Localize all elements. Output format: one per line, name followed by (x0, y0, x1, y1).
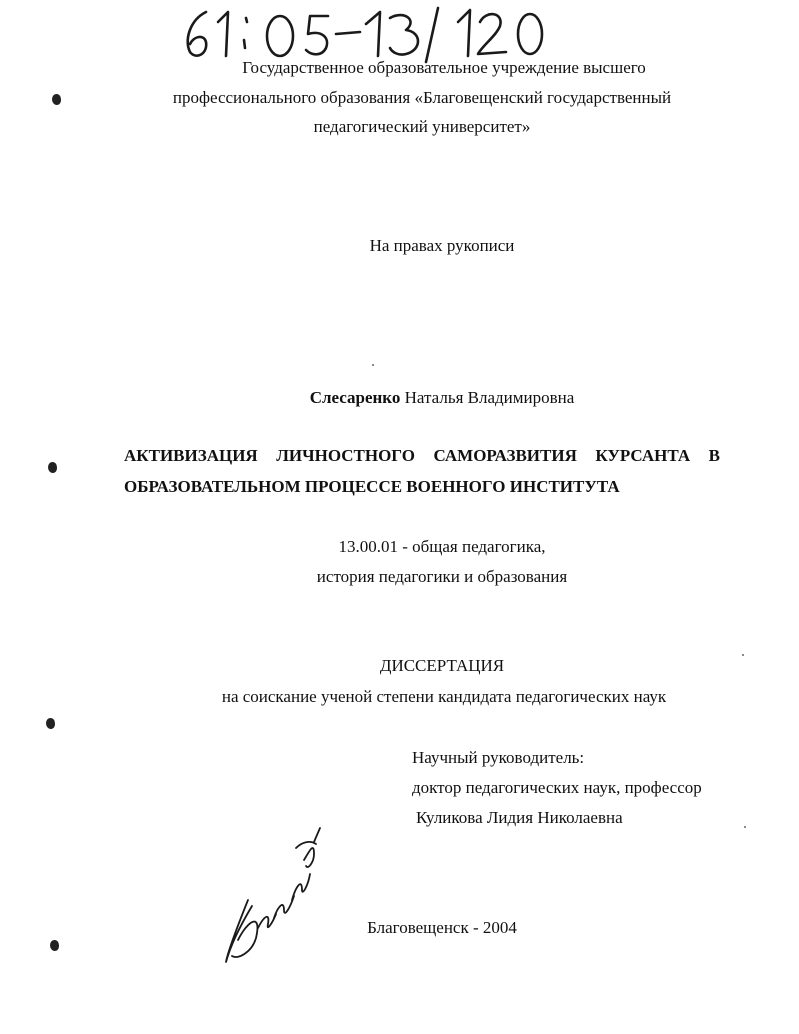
binding-hole-mark (46, 718, 55, 729)
institution-line-3: педагогический университет» (313, 117, 531, 136)
scan-speck (744, 826, 746, 828)
binding-hole-mark (50, 940, 59, 951)
author-surname: Слесаренко (309, 388, 401, 407)
institution-line-1: Государственное образовательное учреждение высшего (242, 58, 646, 77)
specialty-line-2: история педагогики и образования (316, 567, 568, 586)
dissertation-title-line-1: АКТИВИЗАЦИЯ ЛИЧНОСТНОГО САМОРАЗВИТИЯ КУРСАНТА В (124, 446, 720, 465)
degree-line: на соискание ученой степени кандидата педагогических наук (221, 687, 667, 706)
supervisor-label: Научный руководитель: (412, 748, 585, 767)
handwritten-archive-number (176, 4, 556, 64)
supervisor-credentials: доктор педагогических наук, профессор (412, 778, 702, 797)
author-name (0, 388, 799, 408)
rights-note: На правах рукописи (369, 236, 515, 255)
handwritten-signature (218, 820, 328, 970)
place-and-year: Благовещенск - 2004 (367, 918, 517, 937)
dissertation-title-line-2: ОБРАЗОВАТЕЛЬНОМ ПРОЦЕССЕ ВОЕННОГО ИНСТИТУТА (124, 477, 620, 496)
scan-speck (372, 364, 374, 366)
specialty-line-1: 13.00.01 - общая педагогика, (338, 537, 546, 556)
institution-line-2: профессионального образования «Благовещенский государственный (172, 88, 672, 107)
author-given-names: Наталья Владимировна (404, 388, 575, 407)
supervisor-name: Куликова Лидия Николаевна (416, 808, 623, 827)
work-type: ДИССЕРТАЦИЯ (379, 656, 505, 675)
binding-hole-mark (48, 462, 57, 473)
